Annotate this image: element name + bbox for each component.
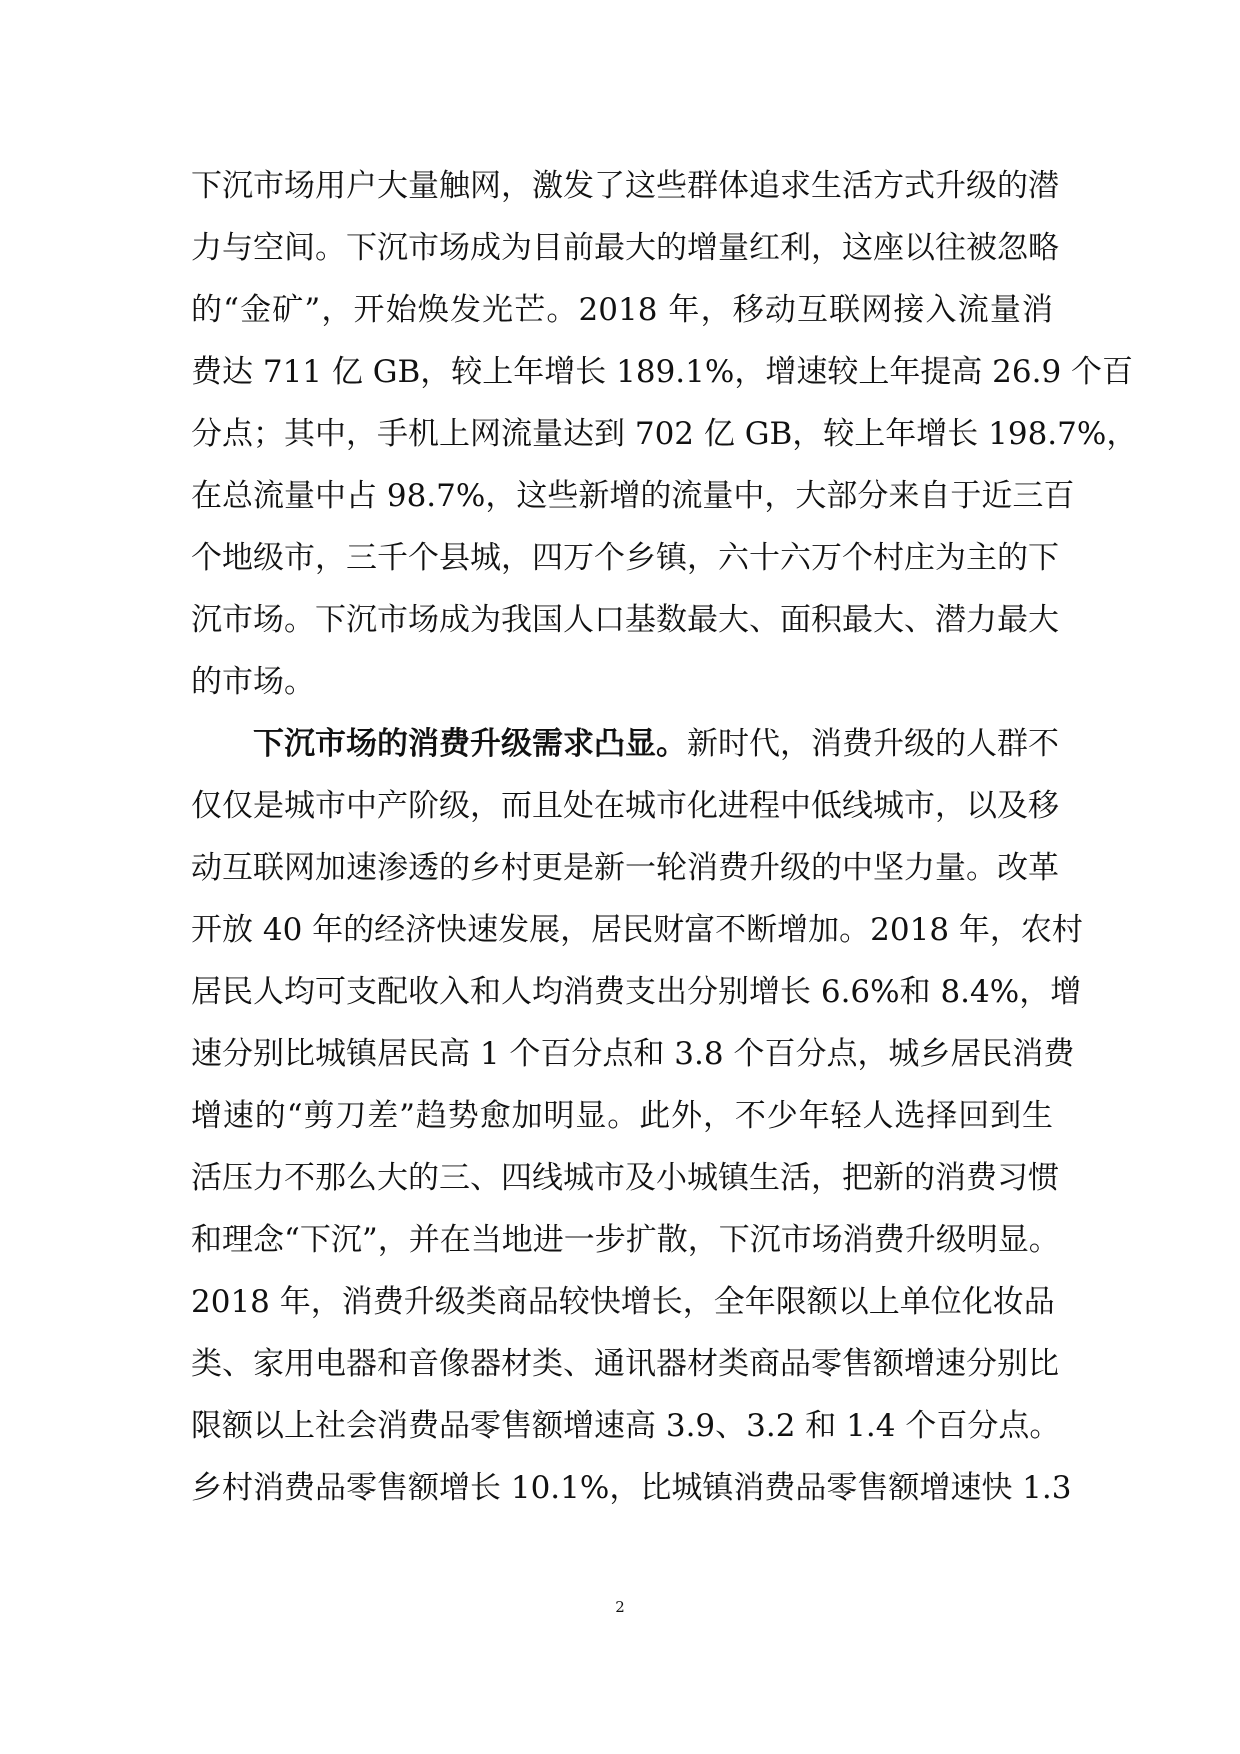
text-line: 增速的“剪刀差”趋势愈加明显。此外，不少年轻人选择回到生 bbox=[191, 1098, 1053, 1134]
text-line: 仅仅是城市中产阶级，而且处在城市化进程中低线城市，以及移 bbox=[191, 788, 1059, 824]
paragraph-heading: 下沉市场的消费升级需求凸显。 bbox=[253, 726, 687, 762]
heading-line-rest: 新时代，消费升级的人群不 bbox=[687, 726, 1059, 762]
page-number: 2 bbox=[615, 1598, 625, 1616]
paragraph-1 bbox=[191, 155, 1138, 713]
text-line: 在总流量中占 98.7%，这些新增的流量中，大部分来自于近三百 bbox=[191, 478, 1075, 514]
paragraph-2 bbox=[191, 713, 1083, 1519]
text-line: 费达 711 亿 GB，较上年增长 189.1%，增速较上年提高 26.9 个百 bbox=[191, 354, 1134, 390]
text-line: 限额以上社会消费品零售额增速高 3.9、3.2 和 1.4 个百分点。 bbox=[191, 1408, 1061, 1444]
text-line: 分点；其中，手机上网流量达到 702 亿 GB，较上年增长 198.7%， bbox=[191, 416, 1138, 452]
text-line: 的“金矿”，开始焕发光芒。2018 年，移动互联网接入流量消 bbox=[191, 292, 1053, 328]
text-line: 和理念“下沉”，并在当地进一步扩散，下沉市场消费升级明显。 bbox=[191, 1222, 1060, 1258]
text-line: 个地级市，三千个县城，四万个乡镇，六十六万个村庄为主的下 bbox=[191, 540, 1059, 576]
text-line: 速分别比城镇居民高 1 个百分点和 3.8 个百分点，城乡居民消费 bbox=[191, 1036, 1075, 1072]
text-line: 下沉市场用户大量触网，激发了这些群体追求生活方式升级的潜 bbox=[191, 168, 1059, 204]
text-line: 2018 年，消费升级类商品较快增长，全年限额以上单位化妆品 bbox=[191, 1284, 1055, 1320]
text-line: 乡村消费品零售额增长 10.1%，比城镇消费品零售额增速快 1.3 bbox=[191, 1470, 1072, 1506]
text-line: 类、家用电器和音像器材类、通讯器材类商品零售额增速分别比 bbox=[191, 1346, 1059, 1382]
text-line: 开放 40 年的经济快速发展，居民财富不断增加。2018 年，农村 bbox=[191, 912, 1083, 948]
body-text bbox=[191, 155, 1138, 1519]
text-line: 活压力不那么大的三、四线城市及小城镇生活，把新的消费习惯 bbox=[191, 1160, 1059, 1196]
text-line: 动互联网加速渗透的乡村更是新一轮消费升级的中坚力量。改革 bbox=[191, 850, 1059, 886]
text-line: 力与空间。下沉市场成为目前最大的增量红利，这座以往被忽略 bbox=[191, 230, 1059, 266]
text-line: 的市场。 bbox=[191, 664, 315, 700]
text-line: 沉市场。下沉市场成为我国人口基数最大、面积最大、潜力最大 bbox=[191, 602, 1059, 638]
text-line-first bbox=[191, 713, 1059, 775]
text-line: 居民人均可支配收入和人均消费支出分别增长 6.6%和 8.4%，增 bbox=[191, 974, 1082, 1010]
